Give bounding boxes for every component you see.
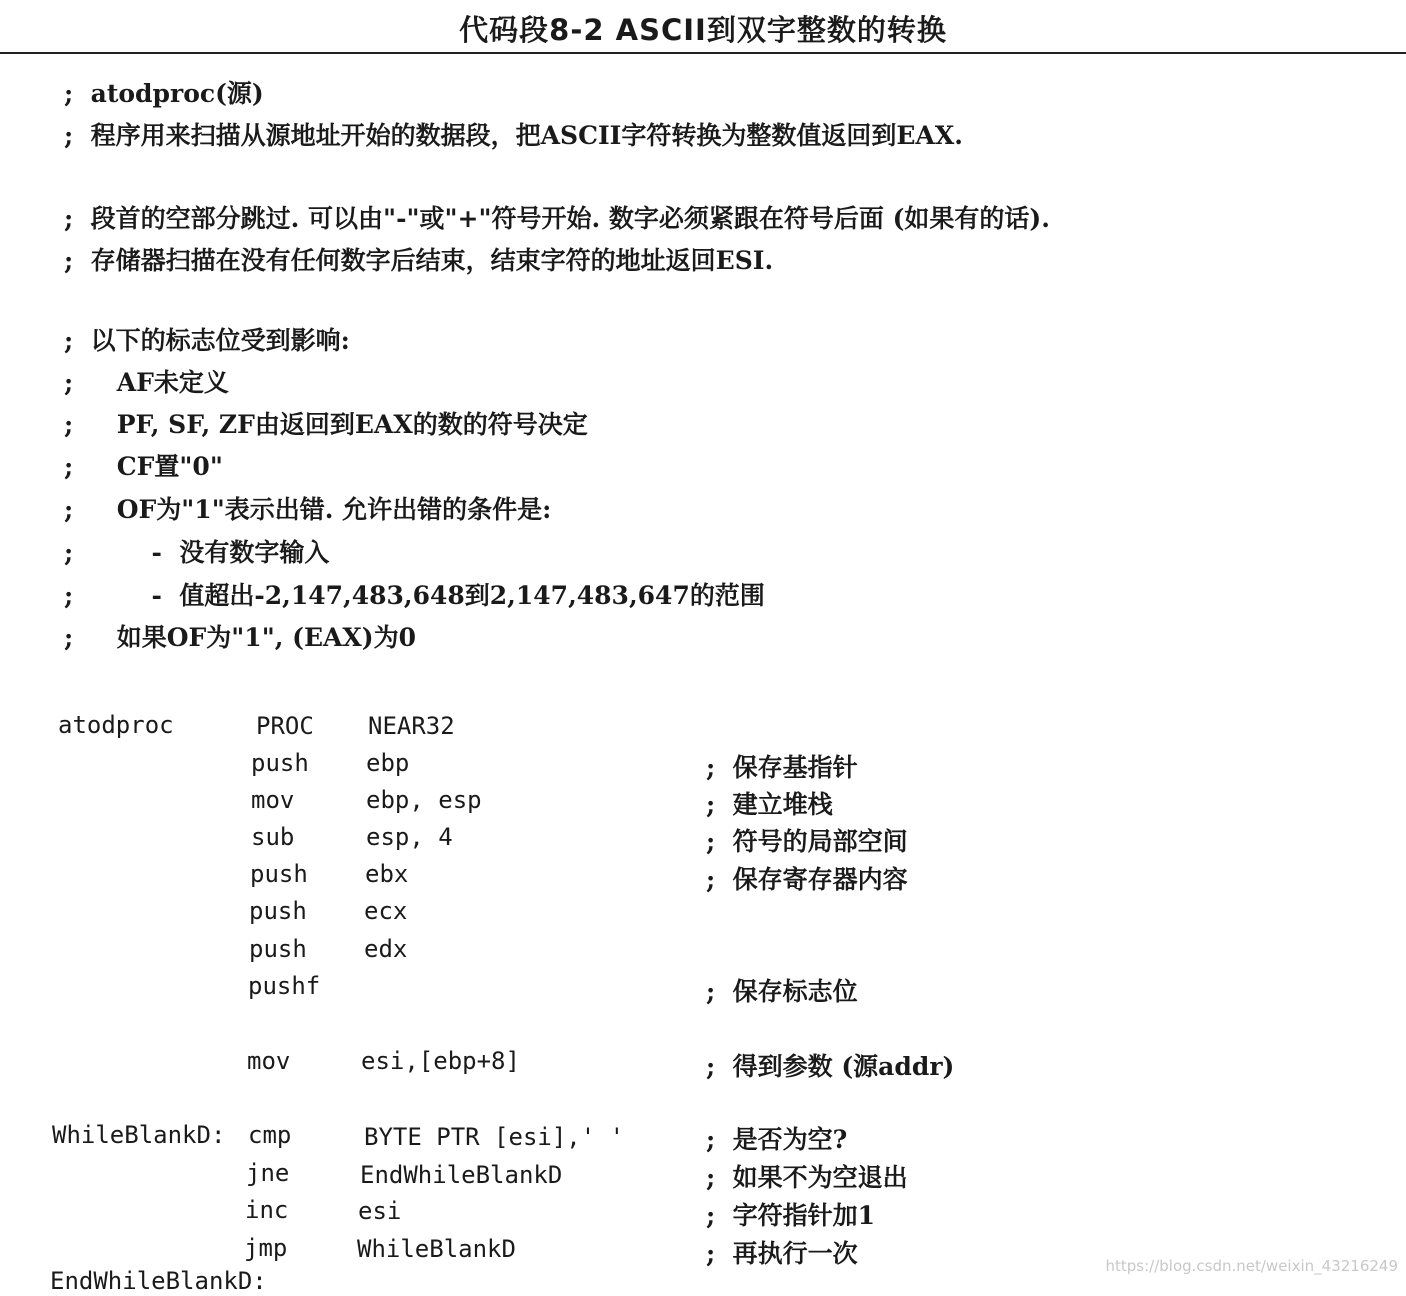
code-args: EndWhileBlankD [360, 1161, 563, 1189]
code-op: cmp [248, 1121, 292, 1149]
code-args: edx [364, 935, 408, 963]
code-comment: ; 符号的局部空间 [706, 827, 908, 856]
code-args: esi,[ebp+8] [361, 1047, 520, 1075]
code-label: EndWhileBlankD: [50, 1267, 267, 1295]
code-op: push [249, 935, 307, 963]
code-op: inc [245, 1196, 289, 1224]
code-comment: ; 保存标志位 [706, 977, 858, 1006]
code-op: push [251, 749, 309, 777]
code-args: ecx [364, 897, 408, 925]
watermark-url: https://blog.csdn.net/weixin_43216249 [1105, 1257, 1398, 1275]
header-comment-line: ; 程序用来扫描从源地址开始的数据段，把ASCII字符转换为整数值返回到EAX. [64, 121, 963, 150]
code-args: BYTE PTR [esi],' ' [364, 1123, 625, 1151]
code-comment: ; 保存基指针 [706, 753, 858, 782]
code-comment: ; 再执行一次 [706, 1239, 858, 1268]
code-comment: ; 如果不为空退出 [706, 1163, 908, 1192]
header-comment-line: ; OF为"1"表示出错. 允许出错的条件是: [64, 495, 552, 524]
code-op: sub [251, 823, 295, 851]
code-op: jmp [244, 1234, 288, 1262]
code-comment: ; 得到参数 (源addr) [706, 1052, 955, 1081]
code-label: WhileBlankD: [52, 1121, 226, 1149]
header-comment-line: ; CF置"0" [64, 452, 223, 481]
header-comment-line: ; PF, SF, ZF由返回到EAX的数的符号决定 [64, 410, 588, 439]
code-comment: ; 保存寄存器内容 [706, 865, 908, 894]
code-label: atodproc [58, 711, 174, 739]
header-comment-line: ; 存储器扫描在没有任何数字后结束，结束字符的地址返回ESI. [64, 246, 774, 275]
header-comment-line: ; - 没有数字输入 [64, 538, 330, 567]
code-op: pushf [248, 972, 321, 1000]
code-op: mov [251, 786, 295, 814]
title-rule [0, 52, 1406, 54]
page-title: 代码段8-2 ASCII到双字整数的转换 [459, 13, 947, 47]
code-op: push [250, 860, 308, 888]
header-comment-line: ; 以下的标志位受到影响: [64, 326, 350, 355]
code-op: push [249, 897, 307, 925]
code-op: mov [247, 1047, 291, 1075]
code-comment: ; 建立堆栈 [706, 790, 833, 819]
code-args: ebp [366, 749, 410, 777]
code-op: PROC [256, 712, 314, 740]
code-args: esi [358, 1197, 402, 1225]
header-comment-line: ; - 值超出-2,147,483,648到2,147,483,647的范围 [64, 581, 765, 610]
header-comment-line: ; 如果OF为"1", (EAX)为0 [64, 623, 417, 652]
code-args: ebp, esp [366, 786, 482, 814]
code-args: WhileBlankD [357, 1235, 516, 1263]
code-args: ebx [365, 860, 409, 888]
code-op: jne [246, 1159, 290, 1187]
code-comment: ; 是否为空? [706, 1125, 848, 1154]
code-args: esp, 4 [366, 823, 453, 851]
header-comment-line: ; 段首的空部分跳过. 可以由"-"或"+"符号开始. 数字必须紧跟在符号后面 (如果有的话). [64, 204, 1050, 233]
code-comment: ; 字符指针加1 [706, 1201, 876, 1230]
code-args: NEAR32 [368, 712, 455, 740]
header-comment-line: ; AF未定义 [64, 368, 229, 397]
header-comment-line: ; atodproc(源) [64, 79, 264, 108]
